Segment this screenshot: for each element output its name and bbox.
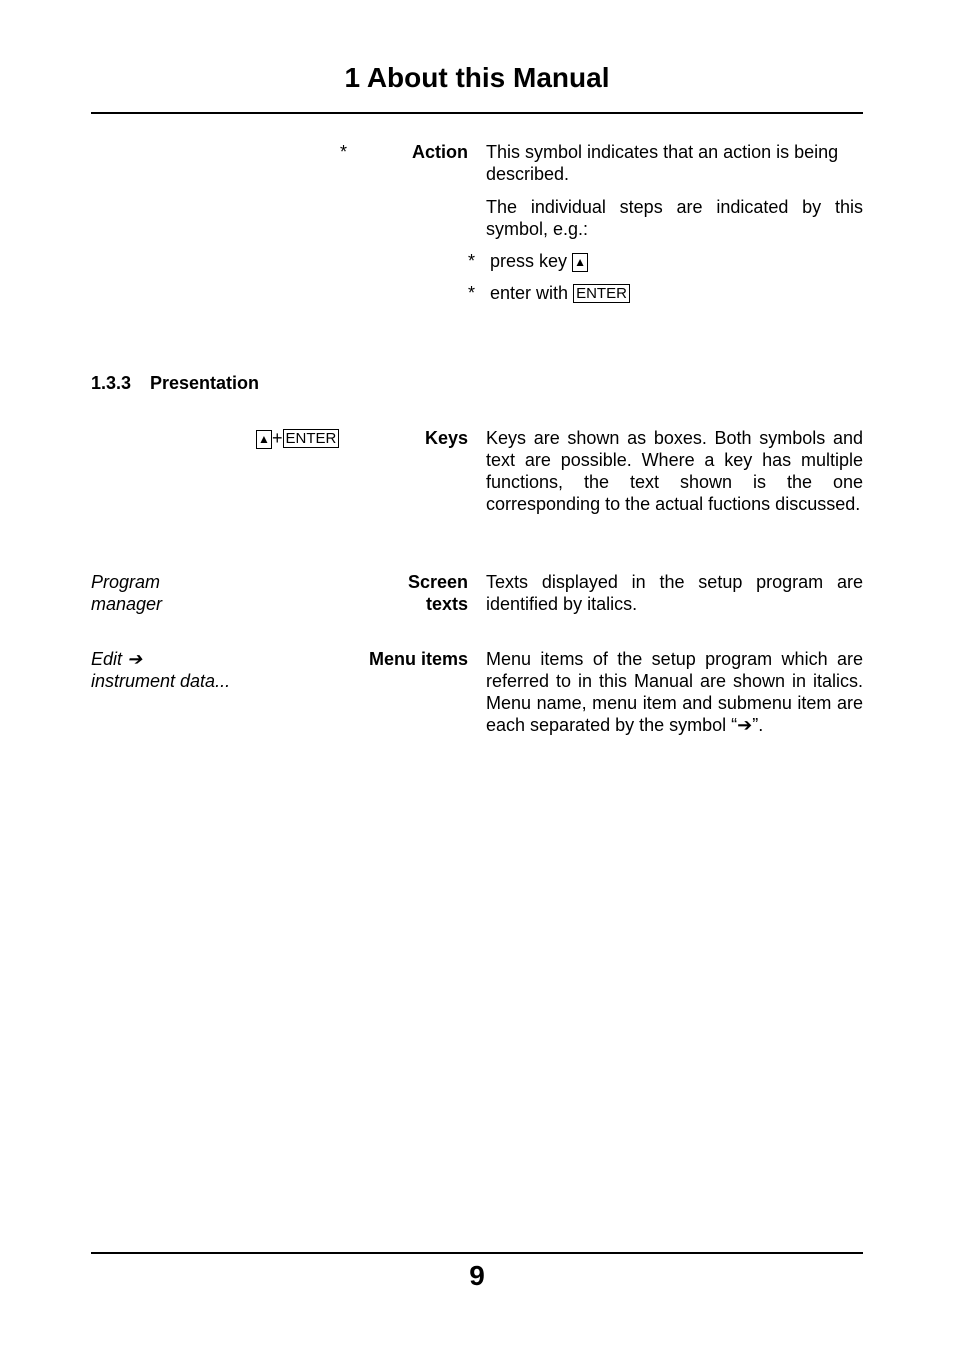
step-marker: * — [468, 283, 476, 303]
up-arrow-key-icon: ▲ — [572, 253, 588, 272]
step-enter-with — [490, 282, 630, 304]
example-line: Program — [91, 572, 161, 592]
header-rule — [91, 112, 863, 114]
step-press-key — [490, 250, 588, 272]
screen-texts-description: Texts displayed in the setup program are identified by italics. — [486, 572, 863, 614]
plus-sign: + — [272, 428, 283, 448]
action-marker: * — [340, 142, 348, 162]
step-text: enter with — [490, 283, 569, 303]
enter-key-icon: ENTER — [573, 284, 630, 303]
keys-label: Keys — [424, 428, 468, 448]
chapter-title: 1 About this Manual — [344, 62, 610, 93]
page-number: 9 — [469, 1260, 485, 1291]
example-line: instrument data... — [91, 671, 231, 691]
step-marker: * — [468, 251, 476, 271]
action-label: Action — [412, 142, 468, 162]
example-line: manager — [91, 594, 163, 614]
up-arrow-key-icon: ▲ — [256, 430, 272, 449]
action-description: This symbol indicates that an action is being described. — [486, 142, 839, 184]
label-line: texts — [425, 594, 468, 614]
step-text: press key — [490, 251, 568, 271]
example-line: Edit ➔ — [91, 649, 143, 669]
keys-description: Keys are shown as boxes. Both symbols and text are possible. Where a key has multiple functions, the text shown is the one corresponding to the actual fuctions discussed. — [486, 428, 863, 514]
action-steps-intro: The individual steps are indicated by this symbol, e.g.: — [486, 197, 863, 239]
section-title: Presentation — [150, 373, 260, 393]
footer-rule — [91, 1252, 863, 1254]
screen-texts-example — [91, 571, 162, 615]
enter-key-icon: ENTER — [283, 429, 340, 448]
section-heading — [91, 372, 259, 394]
screen-texts-label — [268, 571, 468, 615]
menu-items-label: Menu items — [368, 649, 468, 669]
menu-items-description: Menu items of the setup program which are referred to in this Manual are shown in italics. Menu name, menu item and submenu item are each separated by the symbol “➔”. — [486, 649, 863, 735]
label-line: Screen — [407, 572, 468, 592]
menu-items-example — [91, 648, 230, 692]
section-number: 1.3.3 — [91, 373, 132, 393]
